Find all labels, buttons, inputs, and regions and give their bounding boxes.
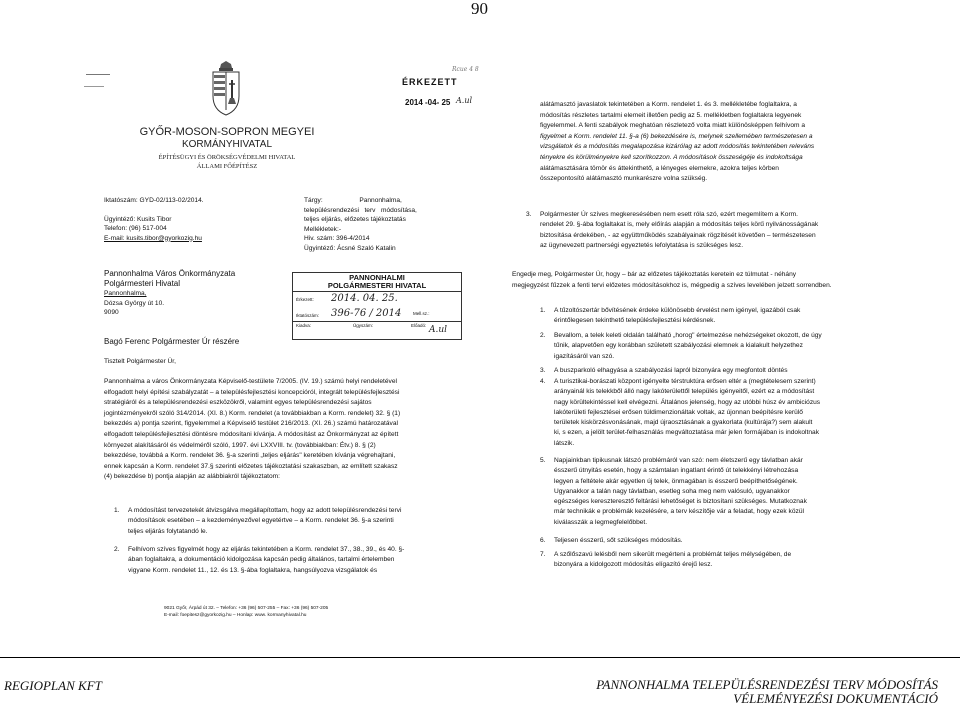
- recv-stamp-rule: [293, 321, 461, 322]
- item-number: 4.: [540, 378, 546, 385]
- office-name-line1: GYŐR-MOSON-SOPRON MEGYEI: [139, 126, 315, 138]
- item-number: 5.: [540, 457, 546, 464]
- letter-footer-line: E-mail: foepitesz@gyorkozig.hu – Honlap: www. kormanyhivatal.hu: [164, 613, 307, 618]
- item-line: egészséges kereszteresztő feltárási lehetőséget is biztosítani szükséges. Mutatkoznak: [554, 498, 807, 506]
- para-line: figyelmet a Korm. rendelet 11. §-a (6) bekezdésére is, melynek szellemében természetesen a: [540, 132, 813, 140]
- list-item: [540, 306, 848, 328]
- addressee-block: [104, 269, 235, 318]
- item-line: bizonyára a kidolgozott módosítás elígazító érejű lesz.: [554, 561, 713, 569]
- item-line: látszik.: [554, 439, 575, 447]
- recv-stamp-eloado: Előadó:: [411, 323, 427, 328]
- para-line: jogintézményekről szóló 314/2014. (XI. 8.) Korm. rendelet (a továbbiakban a Korm. rendelet) 32. § (1): [104, 409, 401, 417]
- item-line: módosítások esetében – a kezdeményezővel egyetértve – a Korm. rendelet 36. §-a szerinti: [128, 517, 394, 525]
- office-name-line2: KORMÁNYHIVATAL: [181, 139, 272, 150]
- page-number: 90: [471, 0, 488, 18]
- para-line: összepontosító alátámasztó munkarészre volna szükség.: [540, 175, 708, 183]
- list-item: [114, 545, 470, 579]
- recv-stamp-ugyszam: Ügyszám:: [353, 323, 374, 328]
- list-item: [540, 366, 848, 377]
- para-line: bekezdése, továbbá a Korm. rendelet 36. §-a szerinti „teljes eljárás" keretében kívánja végrehajtani,: [104, 452, 396, 460]
- para-line: (4) bekezdése b) pontja alapján az alábbiakról tájékoztatom:: [104, 473, 280, 481]
- para-line: bekezdés a) pontja szerint, figyelemmel a Képviselő testület 216/2013. (XI. 26.) számú határozatával: [104, 420, 398, 428]
- footer-company: REGIOPLAN KFT: [4, 678, 102, 693]
- recv-stamp-erkezett-label: Érkezett:: [296, 297, 314, 302]
- item-line: igazításáról van szó.: [554, 352, 615, 360]
- list-item: [540, 550, 848, 572]
- recv-stamp-kiadva: Kiadva:: [296, 323, 312, 328]
- office-name-line3: ÉPÍTÉSÜGYI ÉS ÖRÖKSÉGVÉDELMI HIVATAL: [158, 154, 296, 161]
- arrival-stamp-title: ÉRKEZETT: [402, 77, 458, 87]
- item-number: 2.: [540, 332, 546, 339]
- list-item: [540, 536, 848, 547]
- list-item: [114, 506, 470, 540]
- recv-stamp-mell-label: Mell.sz.:: [413, 311, 430, 316]
- recv-stamp-sign: A.ul: [429, 325, 448, 335]
- recv-stamp-szam-value: 396-76 / 2014: [331, 308, 402, 319]
- item-line: A szőlőszavú lelésből nem sikerült megérteni a problémát teljes mélységében, de: [554, 551, 792, 558]
- meta-right-block: [304, 196, 417, 253]
- recv-stamp-title1: PANNONHALMI: [349, 273, 405, 282]
- item-line: A módosítást tervezetekét átvizsgálva megállapítottam, hogy az adott településrendezési tervi: [128, 507, 402, 514]
- top-paragraph: [540, 100, 848, 185]
- item-number: 1.: [540, 307, 546, 314]
- letter-footer: [164, 605, 328, 619]
- item-line: lakóterületi fejlesztései erősen túldimenzionáltak voltak, az újonnan beépítésre kerülő: [554, 408, 803, 416]
- item-line: tűnik, alapvetően egy korábban született szabályozási elemnek a kialakult helyzethez: [554, 342, 803, 350]
- item-number: 2.: [114, 546, 120, 553]
- meta-line: Iktatószám: GYD-02/113-02/2014.: [104, 197, 204, 204]
- para-line: környezet alakításáról és védelméről szóló, 1997. évi LXXVIII. tv. (továbbiakban: Étv.) 8. § (2): [104, 441, 376, 449]
- item-line: A turisztikai-borászati központ igényelte térstruktúra erősen eltér a (megtételesem szerint): [554, 378, 816, 385]
- item-line: Ugyanakkor a talán nagy távlatban, esetleg soha meg nem valósuló, ugyanakkor: [554, 487, 790, 495]
- meta-line: Ügyintéző: Kusits Tibor: [104, 215, 172, 223]
- arrival-stamp-date: 2014 -04- 25: [405, 98, 451, 107]
- arrival-stamp-sign: A.ul: [456, 96, 473, 105]
- para-line: elfogadott településfejlesztési döntésre módosítani kívánja. A módosítást az Önkormányzat az épített: [104, 430, 399, 438]
- item-line: már technikák e problémák kezelésére, a terv készítője vár a feladat, hogy ezek közül: [554, 508, 804, 516]
- para-line: Engedje meg, Polgármester Úr, hogy – bár az előzetes tájékoztatás keretein ez túlmutat - néhány: [512, 271, 797, 278]
- list-item: [540, 377, 848, 451]
- addressee-line: Dózsa György út 10.: [104, 299, 165, 307]
- meta-line: Telefon: (96) 517-004: [104, 225, 167, 232]
- item-line: kiválasszák a legmegfelelőbbet.: [554, 518, 648, 526]
- footer-title-line1: PANNONHALMA TELEPÜLÉSRENDEZÉSI TERV MÓDOSÍTÁS: [596, 677, 938, 692]
- received-stamp: [292, 272, 462, 340]
- item-line: biztosítása érdekében, - az együttműködés szabályainak rögzítését követően – természetesen: [540, 231, 816, 239]
- item-line: nagy körültekintéssel kell elvégezni. Általános jelenség, hogy az utóbbi húsz év ambiciózus: [554, 398, 821, 406]
- para-line: ennek kapcsán a Korm. rendelet 37.§ szerinti előzetes tájékoztatási szakaszban, az említett szakasz: [104, 462, 398, 470]
- corner-note: Rcue 4 8: [452, 66, 479, 73]
- meta-line: teljes eljárás, előzetes tájékoztatás: [304, 216, 406, 223]
- meta-line: E-mail: kusits.tibor@gyorkozig.hu: [104, 234, 202, 242]
- item-line: legyen a feltétele akár egyetlen új telek, önmagában is ésszerű beépíthetőségének.: [554, 477, 798, 485]
- item-number: 3.: [540, 367, 546, 374]
- item-line: az ügynevezett partnerségi egyeztetés lefolytatása is szükséges lesz.: [540, 241, 744, 249]
- item-line: Polgármester Úr szíves megkeresésében nem esett róla szó, ezért megemlítem a Korm.: [540, 211, 798, 218]
- engedje-paragraph: [512, 270, 848, 291]
- item-line: Bevallom, a telek keleti oldalán található „horog" értelmezése nehézségeket okozott, de úgy: [554, 332, 822, 339]
- greeting: Tisztelt Polgármester Úr,: [104, 358, 176, 365]
- footer-title-line2: VÉLEMÉNYEZÉSI DOKUMENTÁCIÓ: [733, 691, 938, 706]
- para-line: tényekre és körülményekre kell szorítkozzon. A módosítások összeségéje és indokoltsága: [540, 153, 803, 161]
- main-paragraph: [104, 377, 476, 483]
- item-number: 6.: [540, 537, 546, 544]
- item-number: 1.: [114, 507, 120, 514]
- para-line: megjegyzést fűzzek a fenti tervi előzetes módosításokhoz is, mégpedig a szíves levelében jelzett sorrendben.: [512, 281, 832, 289]
- item-line: területek kiskörzésvonásának, majd újraosztásának a gyakorlata (kultúrája?) sem alakult: [554, 419, 813, 427]
- addressee-line: Pannonhalma Város Önkormányzata: [104, 269, 236, 278]
- list-item: [526, 210, 848, 254]
- item-line: Felhívom szíves figyelmét hogy az eljárás tekintetében a Korm. rendelet 37., 38., 39., és 40. §-: [128, 546, 405, 553]
- para-line: módosítás részletes tartalmi elemeit illetően pedig az 5. mellékletben foglaltakra legyenek: [540, 111, 802, 119]
- list-item: [540, 456, 848, 530]
- meta-line: településrendezési terv módosítása,: [304, 206, 417, 214]
- item-line: ában foglaltakra, a dokumentáció kidolgozása kapcsán pedig általános, tartalmi értelemben: [128, 556, 395, 564]
- item-line: érintőlegesen tekinthető településfejlesztési kérdésnek.: [554, 317, 716, 325]
- meta-line: [104, 206, 204, 215]
- meta-line: Tárgy: Pannonhalma,: [304, 197, 402, 204]
- item-line: arányainál kis telekkből álló nagy lakóterülettől település igényeitől, ezért ez a módosítást: [554, 388, 815, 396]
- recv-stamp-erkezett-value: 2014. 04. 25.: [331, 293, 398, 304]
- footer-rule: [0, 657, 960, 658]
- list-item: [540, 331, 848, 363]
- item-line: ki, s ezen, a jelölt terület-felhasználás megváltoztatása már jelen formájában is indokoltnak: [554, 429, 819, 437]
- letter-footer-line: 9021 Győr, Árpád út 32. – Telefon: +36 (96) 507-255 – Fax: +36 (96) 507-205: [164, 606, 329, 611]
- meta-line: Mellékletek:-: [304, 225, 342, 233]
- item-line: A tűzoltószertár bővítésének érdeke különösebb érvelést nem igényel, igazából csak: [554, 307, 801, 314]
- recv-stamp-title2: POLGÁRMESTERI HIVATAL: [327, 281, 427, 290]
- meta-line: Ügyintéző: Ácsné Szaló Katalin: [304, 244, 396, 252]
- meta-line: Hiv. szám: 396-4/2014: [304, 235, 370, 242]
- item-line: vigyane Korm. rendelet 11., 12. és 13. §-ába foglaltakra, hangsúlyozva vizsgálatok és: [128, 566, 378, 574]
- item-number: 7.: [540, 551, 546, 558]
- coat-of-arms-icon: [206, 60, 246, 116]
- para-line: stratégiáról és a településrendezési eszközökről, valamint egyes településrendezési sajátos: [104, 399, 372, 407]
- scan-mark: [86, 74, 110, 75]
- addressee-line: 9090: [104, 309, 119, 316]
- item-line: rendelet 29. §-ába foglaltakat is, mely előírás alapján a módosítás teljes körű nyilvánosságának: [540, 221, 819, 229]
- item-line: Teljesen ésszerű, sőt szükséges módosítás.: [554, 537, 683, 544]
- scan-mark: [84, 86, 104, 87]
- item-line: A buszparkoló elhagyása a szabályozási lapról bizonyára egy megfontolt döntés: [554, 367, 788, 374]
- para-line: alátámasztó javaslatok tekintetében a Korm. rendelet 1. és 3. mellékletébe foglaltakra, a: [540, 101, 797, 108]
- left-letter-scan: [92, 58, 484, 648]
- para-line: figyelemmel. A fenti szabályok meghatóan részletező volta miatt különösképpen felhívom a: [540, 122, 805, 130]
- attention-line: Bagó Ferenc Polgármester Úr részére: [104, 337, 240, 346]
- meta-left-block: [104, 196, 204, 243]
- recv-stamp-szam-label: Iktatószám:: [296, 313, 320, 318]
- footer-document-title: [596, 678, 938, 706]
- addressee-line: Polgármesteri Hivatal: [104, 279, 181, 288]
- office-name-line4: ÁLLAMI FŐÉPÍTÉSZ: [196, 163, 258, 170]
- item-number: 3.: [526, 211, 532, 218]
- para-line: Pannonhalma a város Önkormányzata Képviselő-testülete 7/2005. (IV. 19.) számú helyi rendeletével: [104, 378, 397, 385]
- para-line: alátámasztására tömör és áttekinthető, a lényeges elemekre, azokra teljes körben: [540, 164, 779, 172]
- addressee-line: Pannonhalma,: [104, 290, 147, 297]
- item-line: ésszerű útnyitás esetén, hogy a számtalan ingatlant érintő út telekkényi létrehozása: [554, 467, 799, 475]
- right-letter-scan: [506, 58, 868, 618]
- para-line: elfogadott helyi építési szabályzatát – a településfejlesztési koncepcióról, integrált településfejlesztési: [104, 388, 400, 396]
- item-line: Napjainkban tipikusnak látszó problémáról van szó: nem életszerű egy távlatban akár: [554, 457, 803, 464]
- para-line: vizsgálatok és a módosítás megalapozása kizárólag az adott módosítás tekintetében releváns: [540, 143, 815, 151]
- item-line: teljes eljárás folytatandó le.: [128, 527, 208, 535]
- recv-stamp-rule: [293, 291, 461, 292]
